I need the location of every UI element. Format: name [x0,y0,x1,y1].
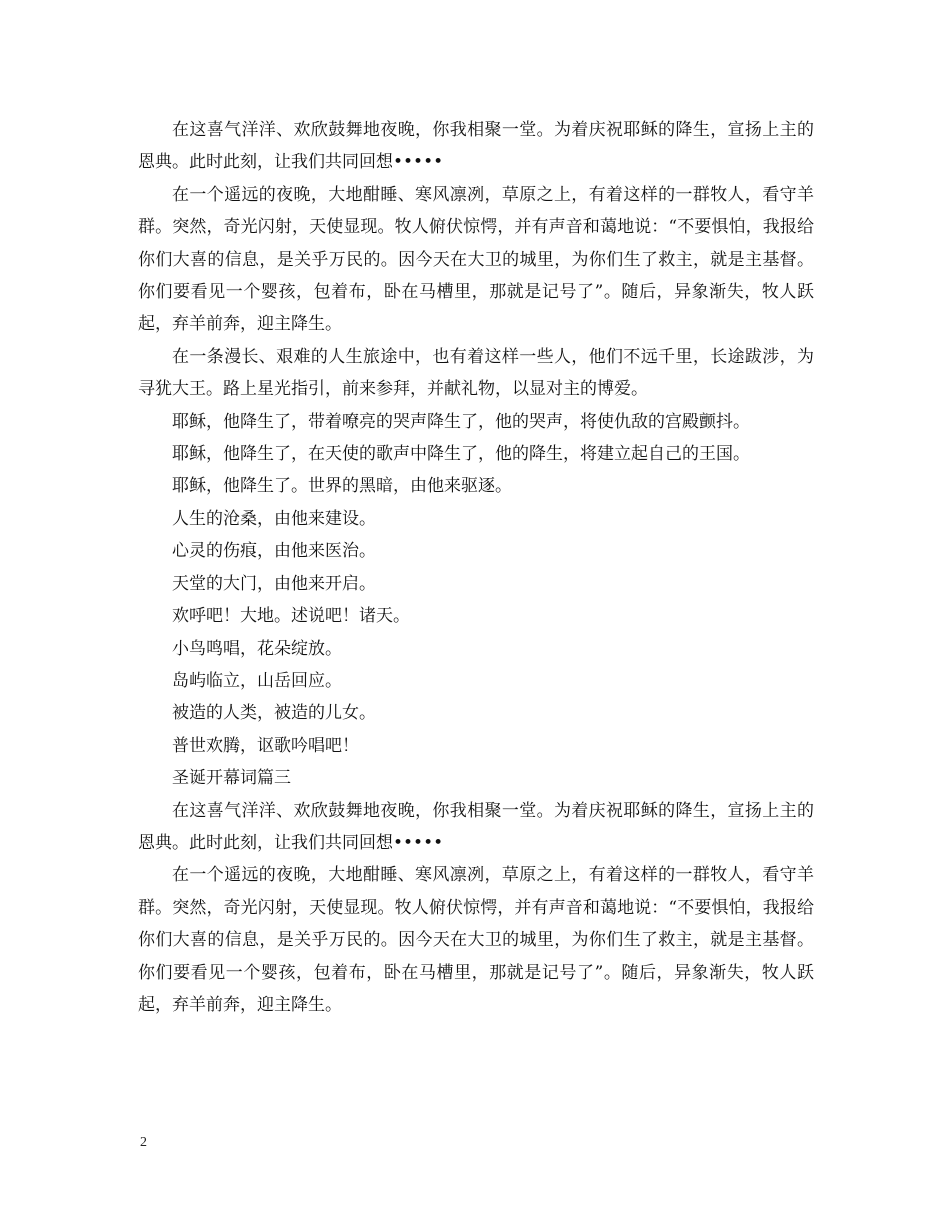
verse-line: 小鸟鸣唱，花朵绽放。 [172,638,342,659]
paragraph-shepherds: 在一个遥远的夜晚，大地酣睡、寒风凛冽，草原之上，有着这样的一群牧人，看守羊群。突然，奇光闪射，天使显现。牧人俯伏惊愕，并有声音和蔼地说：“不要惧怕，我报给你们大喜的信息，是关乎万民的。因今天在大卫的城里，为你们生了救主，就是主基督。你们要看见一个婴孩，包着布，卧在马槽里，那就是记号了”。随后，异象渐失，牧人跃起，弃羊前奔，迎主降生。 [138,184,814,335]
verse-line: 耶稣，他降生了，在天使的歌声中降生了，他的降生，将建立起自己的王国。 [172,444,750,465]
section-paragraph-gathering: 在这喜气洋洋、欢欣鼓舞地夜晚，你我相聚一堂。为着庆祝耶稣的降生，宣扬上主的恩典。此时此刻，让我们共同回想••••• [138,800,814,853]
verse-line: 耶稣，他降生了。世界的黑暗，由他来驱逐。 [172,476,512,497]
verse-line: 普世欢腾，讴歌吟唱吧！ [172,735,359,756]
verse-line: 心灵的伤痕，由他来医治。 [172,541,376,562]
verse-line: 耶稣，他降生了，带着嘹亮的哭声降生了，他的哭声，将使仇敌的宫殿颤抖。 [172,411,750,432]
document-body [138,114,814,1021]
paragraph-gathering: 在这喜气洋洋、欢欣鼓舞地夜晚，你我相聚一堂。为着庆祝耶稣的降生，宣扬上主的恩典。此时此刻，让我们共同回想••••• [138,120,814,173]
verse-line: 被造的人类，被造的儿女。 [172,703,376,724]
verse-line: 欢呼吧！大地。述说吧！诸天。 [172,606,410,627]
verse-line: 人生的沧桑，由他来建设。 [172,508,376,529]
verse-line: 天堂的大门，由他来开启。 [172,573,376,594]
verse-line: 岛屿临立，山岳回应。 [172,670,342,691]
paragraph-journey: 在一条漫长、艰难的人生旅途中，也有着这样一些人，他们不远千里，长途跋涉，为寻犹大王。路上星光指引，前来参拜，并献礼物，以显对主的博爱。 [138,346,814,400]
section-heading: 圣诞开幕词篇三 [172,768,291,789]
page-number: 2 [140,1135,147,1150]
section-paragraph-shepherds: 在一个遥远的夜晚，大地酣睡、寒风凛冽，草原之上，有着这样的一群牧人，看守羊群。突然，奇光闪射，天使显现。牧人俯伏惊愕，并有声音和蔼地说：“不要惧怕，我报给你们大喜的信息，是关乎万民的。因今天在大卫的城里，为你们生了救主，就是主基督。你们要看见一个婴孩，包着布，卧在马槽里，那就是记号了”。随后，异象渐失，牧人跃起，弃羊前奔，迎主降生。 [138,865,814,1015]
